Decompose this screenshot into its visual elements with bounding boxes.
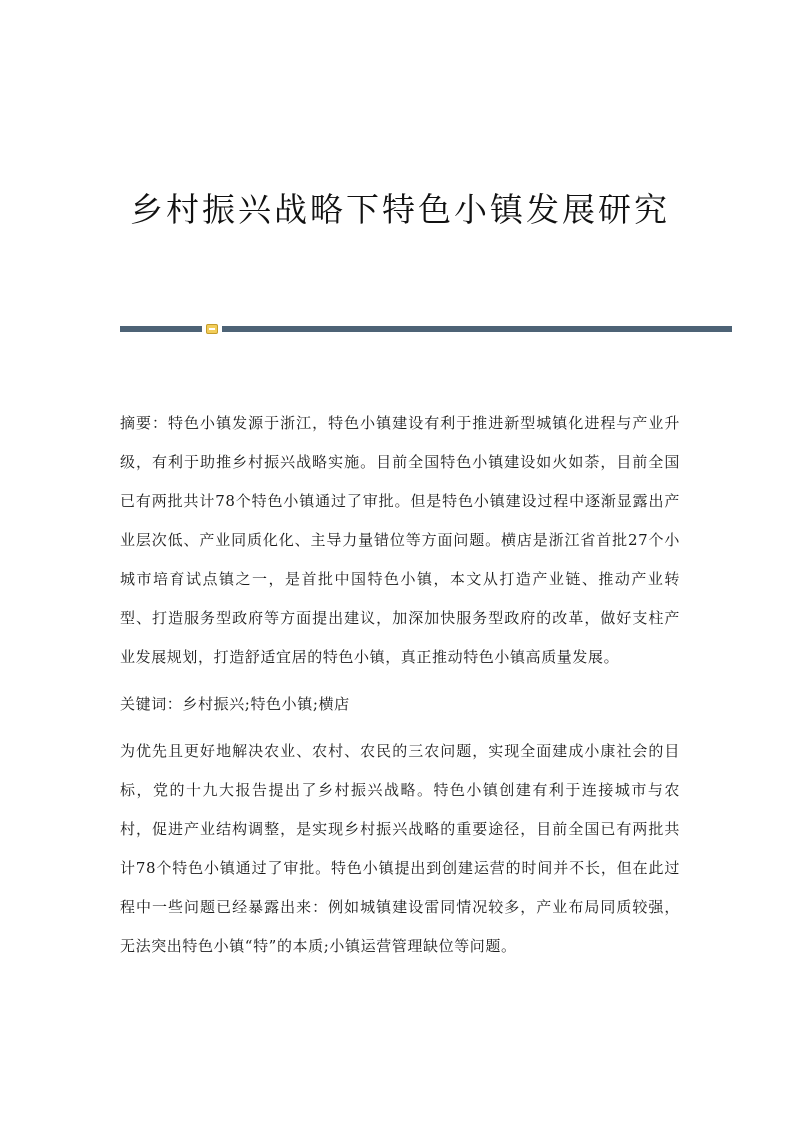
body-paragraph: 为优先且更好地解决农业、农村、农民的三农问题，实现全面建成小康社会的目标，党的十九大报告提出了乡村振兴战略。特色小镇创建有利于连接城市与农村，促进产业结构调整，是实现乡村振兴战略的重要途径，目前全国已有两批共计78个特色小镇通过了审批。特色小镇提出到创建运营的时间并不长，但在此过程中一些问题已经暴露出来：例如城镇建设雷同情况较多，产业布局同质较强，无法突出特色小镇“特”的本质;小镇运营管理缺位等问题。 (120, 742, 680, 955)
divider-ornament-icon (206, 324, 218, 334)
document-title: 乡村振兴战略下特色小镇发展研究 (130, 190, 670, 229)
divider-bar-right (222, 326, 732, 332)
abstract-paragraph: 摘要：特色小镇发源于浙江，特色小镇建设有利于推进新型城镇化进程与产业升级，有利于助推乡村振兴战略实施。目前全国特色小镇建设如火如荼，目前全国已有两批共计78个特色小镇通过了审批。但是特色小镇建设过程中逐渐显露出产业层次低、产业同质化化、主导力量错位等方面问题。横店是浙江省首批27个小城市培育试点镇之一，是首批中国特色小镇，本文从打造产业链、推动产业转型、打造服务型政府等方面提出建议，加深加快服务型政府的改革，做好支柱产业发展规划，打造舒适宜居的特色小镇，真正推动特色小镇高质量发展。 (120, 414, 680, 666)
divider-bar-left (120, 326, 202, 332)
keywords-paragraph: 关键词：乡村振兴;特色小镇;横店 (120, 695, 350, 713)
document-body (120, 404, 680, 974)
title-divider (120, 325, 732, 333)
